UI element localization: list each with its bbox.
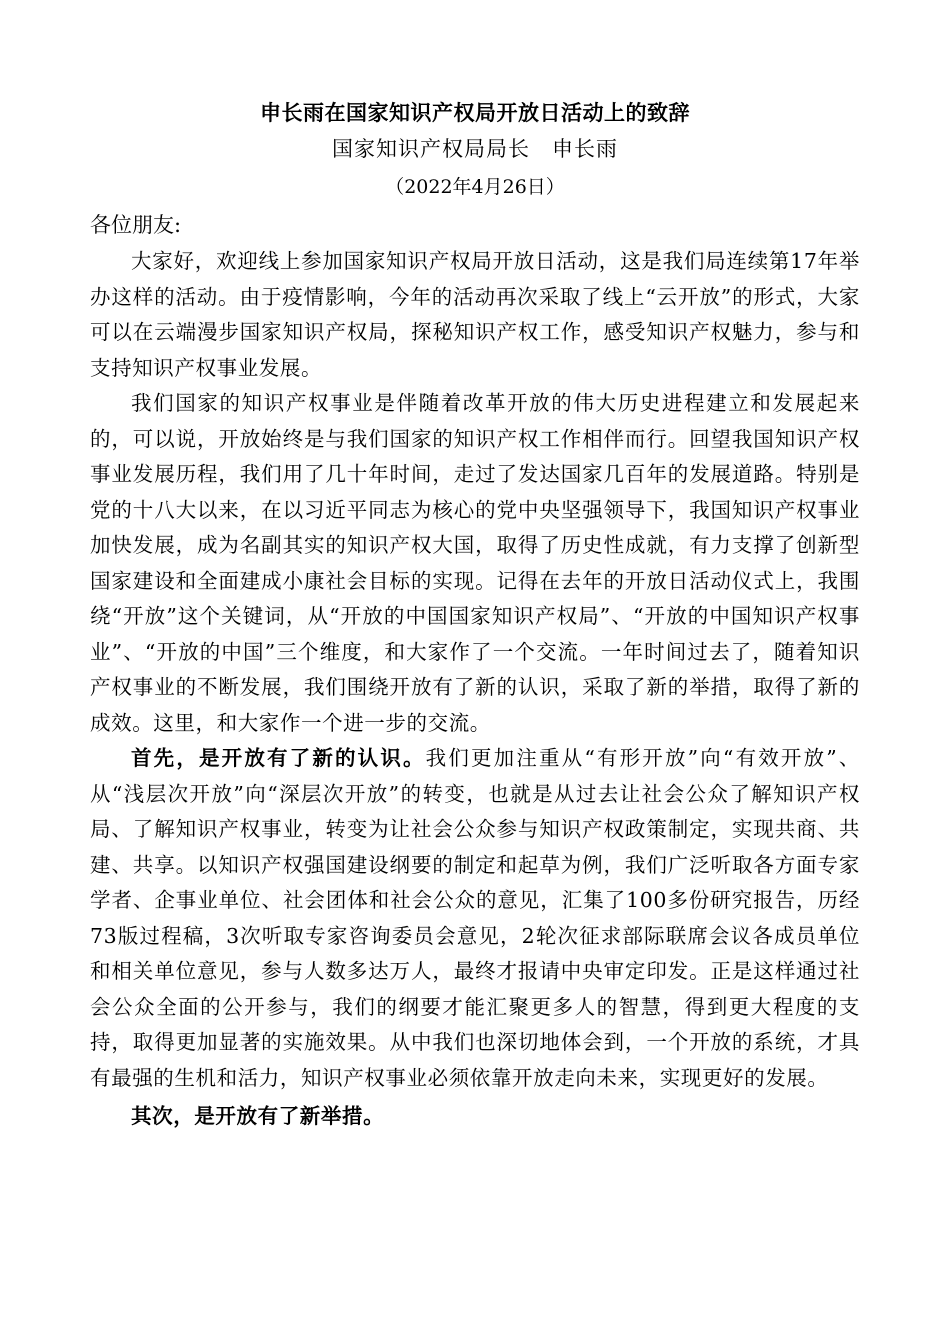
author-line: 国家知识产权局局长 申长雨 (332, 137, 618, 161)
paragraph-text: 我们更加注重从“有形开放”向“有效开放”、从“浅层次开放”向“深层次开放”的转变，也就是从过去让社会公众了解知识产权局、了解知识产权事业，转变为让社会公众参与知识产权政策制定，实现共商、共建、共享。以知识产权强国建设纲要的制定和起草为例，我们广泛听取各方面专家学者、企事业单位、社会团体和社会公众的意见，汇集了100多份研究报告，历经73版过程稿，3次听取专家咨询委员会意见，2轮次征求部际联席会议各成员单位和相关单位意见，参与人数多达万人，最终才报请中央审定印发。正是这样通过社会公众全面的公开参与，我们的纲要才能汇聚更多人的智慧，得到更大程度的支持，取得更加显著的实施效果。从中我们也深切地体会到，一个开放的系统，才具有最强的生机和活力，知识产权事业必须依靠开放走向未来，实现更好的发展。 (90, 746, 860, 1090)
section-heading: 其次，是开放有了新举措。 (131, 1104, 385, 1128)
paragraph-text: 大家好，欢迎线上参加国家知识产权局开放日活动，这是我们局连续第17年举办这样的活动。由于疫情影响，今年的活动再次采取了线上“云开放”的形式，大家可以在云端漫步国家知识产权局，探秘知识产权工作，感受知识产权魅力，参与和支持知识产权事业发展。 (90, 249, 860, 380)
document-page (90, 96, 860, 1136)
speech-date: （2022年4月26日） (385, 176, 565, 198)
paragraph-welcome (90, 244, 860, 386)
paragraph-lead: 首先，是开放有了新的认识。 (131, 746, 426, 770)
document-title: 申长雨在国家知识产权局开放日活动上的致辞 (260, 100, 690, 125)
paragraph-new-understanding (90, 741, 860, 1096)
paragraph-history (90, 386, 860, 741)
paragraph-text: 我们国家的知识产权事业是伴随着改革开放的伟大历史进程建立和发展起来的，可以说，开放始终是与我们国家的知识产权工作相伴而行。回望我国知识产权事业发展历程，我们用了几十年时间，走过了发达国家几百年的发展道路。特别是党的十八大以来，在以习近平同志为核心的党中央坚强领导下，我国知识产权事业加快发展，成为名副其实的知识产权大国，取得了历史性成就，有力支撑了创新型国家建设和全面建成小康社会目标的实现。记得在去年的开放日活动仪式上，我围绕“开放”这个关键词，从“开放的中国国家知识产权局”、“开放的中国知识产权事业”、“开放的中国”三个维度，和大家作了一个交流。一年时间过去了，随着知识产权事业的不断发展，我们围绕开放有了新的认识，采取了新的举措，取得了新的成效。这里，和大家作一个进一步的交流。 (90, 391, 860, 735)
salutation: 各位朋友: (90, 213, 182, 237)
